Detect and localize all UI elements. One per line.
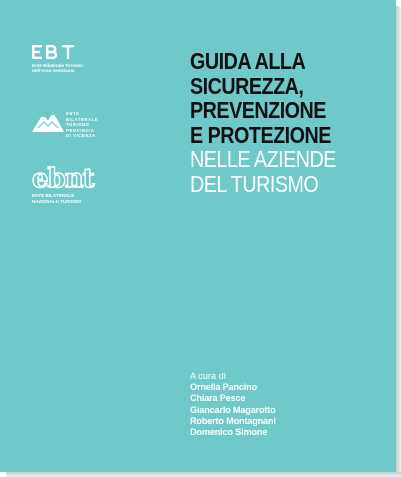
ebt-caption-line-1: Ente Bilaterale Turismo (32, 63, 83, 68)
subtitle-line-2: DEL TURISMO (190, 170, 319, 197)
mountain-text-5: DI VICENZA (66, 133, 96, 139)
ebt-mark-icon (32, 45, 78, 59)
ebnt-caption-line-2: NAZIONALE TURISMO (32, 198, 82, 204)
author-1: Ornella Pancino (190, 382, 257, 393)
ebt-vicenza-logo (32, 108, 102, 139)
ebt-venezia-logo (32, 45, 112, 74)
author-5: Domenico Simone (190, 427, 268, 438)
ebt-caption-line-2: dell'Area veneziana (32, 68, 75, 74)
title-line-2: SICUREZZA, (190, 72, 304, 99)
book-title (190, 49, 390, 196)
author-3: Giancarlo Magarotto (190, 404, 276, 415)
mountain-text-4: PROVINCIA (66, 127, 95, 133)
cover-shadow-bottom (6, 472, 401, 477)
author-4: Roberto Montagnani (190, 415, 276, 426)
ebnt-caption-line-1: ENTE BILATERALE (32, 193, 75, 198)
title-line-4: E PROTEZIONE (190, 121, 331, 148)
mountain-icon (32, 108, 64, 132)
mountain-text-3: TURISMO (66, 122, 90, 128)
title-line-1: GUIDA ALLA (190, 48, 306, 74)
credits (190, 371, 390, 438)
mountain-text-2: BILATERALE (66, 116, 99, 122)
credits-heading: A cura di (190, 371, 226, 381)
cover-shadow-right (396, 6, 401, 477)
ebnt-mark: ebnt (32, 164, 94, 194)
ebnt-logo (32, 166, 102, 204)
title-line-3: PREVENZIONE (190, 97, 326, 123)
subtitle-line-1: NELLE AZIENDE (190, 146, 336, 172)
author-2: Chiara Pesce (190, 393, 246, 404)
mountain-text-1: ENTE (66, 111, 80, 116)
